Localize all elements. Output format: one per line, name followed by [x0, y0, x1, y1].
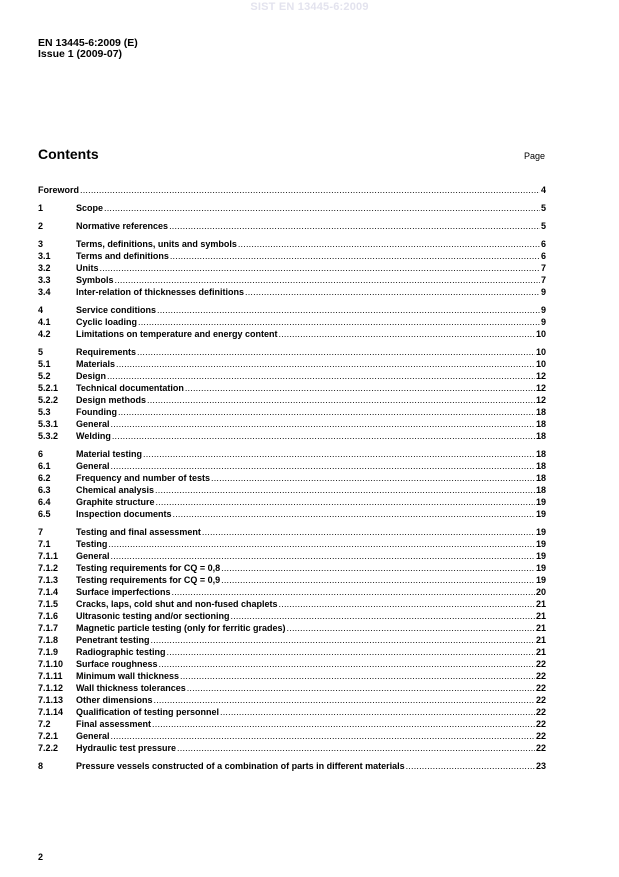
toc-dot-leader: [287, 622, 535, 634]
toc-entry-page: 22: [535, 707, 546, 717]
toc-entry-title: Terms and definitions: [76, 251, 169, 261]
toc-entry[interactable]: [38, 658, 546, 670]
toc-entry-title: Scope: [76, 203, 104, 213]
toc-entry-number: 5.3.1: [38, 419, 59, 429]
toc-entry-number: 7.1: [38, 539, 51, 549]
toc-entry-title: Minimum wall thickness: [76, 671, 180, 681]
toc-dot-leader: [112, 430, 535, 442]
toc-dot-leader: [159, 658, 535, 670]
toc-entry[interactable]: [38, 484, 546, 496]
toc-entry-number: 4.2: [38, 329, 51, 339]
toc-dot-leader: [100, 262, 540, 274]
toc-entry[interactable]: [38, 370, 546, 382]
toc-entry-page: 20: [535, 587, 546, 597]
toc-entry[interactable]: [38, 286, 546, 298]
toc-dot-leader: [279, 328, 535, 340]
toc-dot-leader: [202, 526, 535, 538]
toc-entry-page: 18: [535, 407, 546, 417]
toc-entry-page: 6: [540, 251, 546, 261]
toc-entry-number: 7.1.13: [38, 695, 64, 705]
toc-entry[interactable]: [38, 382, 546, 394]
toc-entry-number: 5.3.2: [38, 431, 59, 441]
toc-entry-title: Magnetic particle testing (only for ferritic grades): [76, 623, 286, 633]
toc-entry[interactable]: [38, 598, 546, 610]
toc-entry-number: 7.1.2: [38, 563, 59, 573]
toc-entry[interactable]: [38, 202, 546, 214]
toc-dot-leader: [118, 406, 535, 418]
toc-entry[interactable]: [38, 586, 546, 598]
toc-entry[interactable]: [38, 220, 546, 232]
toc-entry[interactable]: [38, 358, 546, 370]
toc-entry-number: 3: [38, 239, 44, 249]
toc-dot-leader: [151, 634, 535, 646]
toc-entry[interactable]: [38, 526, 546, 538]
toc-dot-leader: [156, 496, 535, 508]
watermark: SIST EN 13445-6:2009: [250, 1, 369, 13]
toc-entry-number: 5.1: [38, 359, 51, 369]
toc-dot-leader: [221, 574, 535, 586]
toc-entry-title: Testing: [76, 539, 108, 549]
toc-entry-title: Materials: [76, 359, 116, 369]
toc-entry-page: 21: [535, 635, 546, 645]
toc-entry-page: 19: [535, 563, 546, 573]
toc-entry-number: 5.2.1: [38, 383, 59, 393]
toc-entry[interactable]: [38, 610, 546, 622]
toc-entry-page: 5: [540, 203, 546, 213]
toc-entry-title: Wall thickness tolerances: [76, 683, 186, 693]
toc-entry-page: 5: [540, 221, 546, 231]
toc-entry-page: 18: [535, 473, 546, 483]
toc-entry-page: 18: [535, 431, 546, 441]
toc-entry-title: Penetrant testing: [76, 635, 150, 645]
toc-entry-page: 9: [540, 305, 546, 315]
toc-entry-number: 7.1.7: [38, 623, 59, 633]
toc-entry-title: Material testing: [76, 449, 143, 459]
contents-title: Contents: [38, 146, 99, 162]
toc-entry-page: 19: [535, 539, 546, 549]
toc-entry-number: 4.1: [38, 317, 51, 327]
toc-entry-title: Normative references: [76, 221, 169, 231]
toc-entry-title: Hydraulic test pressure: [76, 743, 177, 753]
toc-entry[interactable]: [38, 394, 546, 406]
toc-dot-leader: [108, 538, 535, 550]
toc-entry-title: Testing and final assessment: [76, 527, 201, 537]
toc-entry-title: General: [76, 551, 110, 561]
table-of-contents: [38, 184, 546, 772]
toc-dot-leader: [221, 562, 535, 574]
toc-entry-title: Other dimensions: [76, 695, 153, 705]
toc-entry-page: 19: [535, 551, 546, 561]
toc-entry[interactable]: [38, 538, 546, 550]
toc-dot-leader: [245, 286, 540, 298]
toc-dot-leader: [152, 718, 535, 730]
toc-entry-page: 7: [540, 275, 546, 285]
toc-entry-title: Inter-relation of thicknesses definitions: [76, 287, 245, 297]
toc-entry-title: Design methods: [76, 395, 147, 405]
toc-dot-leader: [180, 670, 535, 682]
toc-entry-page: 21: [535, 599, 546, 609]
toc-entry-page: 21: [535, 623, 546, 633]
toc-entry-page: 19: [535, 575, 546, 585]
toc-entry-title: Terms, definitions, units and symbols: [76, 239, 237, 249]
toc-entry-page: 19: [535, 527, 546, 537]
toc-entry-title: Units: [76, 263, 99, 273]
toc-entry-number: 5.3: [38, 407, 51, 417]
toc-entry-title: Ultrasonic testing and/or sectioning: [76, 611, 230, 621]
toc-entry-number: 7.1.11: [38, 671, 63, 681]
toc-entry[interactable]: [38, 430, 546, 442]
toc-dot-leader: [154, 694, 535, 706]
toc-entry[interactable]: [38, 184, 546, 196]
toc-entry[interactable]: [38, 730, 546, 742]
toc-entry-page: 10: [535, 329, 546, 339]
toc-entry-number: 7.1.6: [38, 611, 59, 621]
toc-entry-number: 6.2: [38, 473, 51, 483]
toc-entry-page: 18: [535, 485, 546, 495]
toc-entry[interactable]: [38, 418, 546, 430]
toc-dot-leader: [111, 418, 535, 430]
toc-entry-page: 7: [540, 263, 546, 273]
toc-entry-title: Cracks, laps, cold shut and non-fused chaplets: [76, 599, 278, 609]
toc-dot-leader: [138, 316, 540, 328]
toc-dot-leader: [107, 370, 535, 382]
toc-entry-number: 8: [38, 761, 44, 771]
toc-entry-number: 5.2: [38, 371, 51, 381]
toc-dot-leader: [143, 448, 535, 460]
toc-dot-leader: [111, 730, 535, 742]
toc-entry-page: 19: [535, 497, 546, 507]
toc-entry-page: 18: [535, 461, 546, 471]
toc-dot-leader: [279, 598, 535, 610]
toc-dot-leader: [238, 238, 540, 250]
toc-entry-title: Foreword: [38, 185, 80, 195]
toc-entry-number: 7.1.12: [38, 683, 64, 693]
toc-entry[interactable]: [38, 550, 546, 562]
toc-dot-leader: [169, 220, 540, 232]
toc-dot-leader: [167, 646, 535, 658]
toc-entry[interactable]: [38, 694, 546, 706]
toc-entry-number: 5: [38, 347, 44, 357]
toc-entry-number: 6.5: [38, 509, 51, 519]
toc-entry-number: 6.1: [38, 461, 51, 471]
toc-entry-page: 10: [535, 359, 546, 369]
toc-entry-title: Limitations on temperature and energy content: [76, 329, 278, 339]
toc-entry-title: Graphite structure: [76, 497, 155, 507]
toc-dot-leader: [157, 304, 540, 316]
toc-entry[interactable]: [38, 682, 546, 694]
toc-entry-title: Radiographic testing: [76, 647, 166, 657]
toc-dot-leader: [111, 550, 535, 562]
toc-dot-leader: [231, 610, 535, 622]
toc-dot-leader: [211, 472, 535, 484]
toc-entry-page: 23: [535, 761, 546, 771]
toc-entry-title: Frequency and number of tests: [76, 473, 211, 483]
toc-entry-title: Inspection documents: [76, 509, 172, 519]
toc-entry[interactable]: [38, 328, 546, 340]
issue-date: Issue 1 (2009-07): [38, 48, 123, 60]
toc-entry-title: Pressure vessels constructed of a combination of parts in different materials: [76, 761, 405, 771]
page-number: 2: [38, 852, 44, 862]
toc-entry-page: 21: [535, 647, 546, 657]
toc-entry-number: 7.1.1: [38, 551, 59, 561]
toc-entry-page: 22: [535, 695, 546, 705]
toc-entry-number: 3.3: [38, 275, 51, 285]
document-header: [38, 38, 138, 60]
toc-dot-leader: [111, 460, 535, 472]
toc-entry-title: Service conditions: [76, 305, 157, 315]
toc-dot-leader: [185, 382, 535, 394]
toc-entry[interactable]: [38, 406, 546, 418]
standard-number: EN 13445-6:2009 (E): [38, 37, 138, 49]
toc-entry-page: 22: [535, 683, 546, 693]
toc-entry-page: 12: [535, 395, 546, 405]
toc-dot-leader: [177, 742, 535, 754]
toc-entry-number: 7.2.2: [38, 743, 59, 753]
toc-entry-title: Surface imperfections: [76, 587, 171, 597]
toc-dot-leader: [406, 760, 535, 772]
toc-entry[interactable]: [38, 718, 546, 730]
toc-entry-number: 4: [38, 305, 44, 315]
toc-entry-number: 7.1.10: [38, 659, 64, 669]
toc-entry-title: Technical documentation: [76, 383, 184, 393]
toc-entry[interactable]: [38, 304, 546, 316]
toc-entry-number: 7.1.14: [38, 707, 64, 717]
toc-entry-title: Surface roughness: [76, 659, 158, 669]
toc-entry[interactable]: [38, 238, 546, 250]
toc-entry-number: 7: [38, 527, 44, 537]
toc-dot-leader: [172, 586, 535, 598]
toc-entry-page: 22: [535, 671, 546, 681]
toc-entry[interactable]: [38, 646, 546, 658]
toc-entry[interactable]: [38, 496, 546, 508]
toc-dot-leader: [173, 508, 535, 520]
toc-entry-number: 7.1.4: [38, 587, 59, 597]
toc-entry-title: Qualification of testing personnel: [76, 707, 220, 717]
toc-entry-page: 18: [535, 419, 546, 429]
toc-entry[interactable]: [38, 670, 546, 682]
toc-dot-leader: [170, 250, 540, 262]
toc-entry[interactable]: [38, 250, 546, 262]
toc-entry-title: Testing requirements for CQ = 0,9: [76, 575, 221, 585]
toc-entry-number: 7.2.1: [38, 731, 59, 741]
toc-entry-title: Final assessment: [76, 719, 152, 729]
toc-entry-page: 10: [535, 347, 546, 357]
toc-entry-number: 2: [38, 221, 44, 231]
toc-entry-page: 18: [535, 449, 546, 459]
toc-entry-page: 9: [540, 287, 546, 297]
toc-entry-title: Founding: [76, 407, 117, 417]
toc-dot-leader: [116, 358, 535, 370]
toc-entry-title: Design: [76, 371, 107, 381]
toc-entry-page: 22: [535, 743, 546, 753]
toc-entry-page: 6: [540, 239, 546, 249]
toc-dot-leader: [187, 682, 535, 694]
toc-entry-number: 3.2: [38, 263, 51, 273]
toc-dot-leader: [104, 202, 540, 214]
toc-entry[interactable]: [38, 472, 546, 484]
toc-entry-title: General: [76, 419, 110, 429]
toc-entry[interactable]: [38, 562, 546, 574]
toc-entry-number: 6: [38, 449, 44, 459]
toc-dot-leader: [137, 346, 535, 358]
toc-entry-number: 1: [38, 203, 44, 213]
toc-dot-leader: [220, 706, 535, 718]
toc-entry-number: 7.1.8: [38, 635, 59, 645]
toc-entry[interactable]: [38, 448, 546, 460]
toc-entry-number: 3.4: [38, 287, 51, 297]
toc-entry-title: Welding: [76, 431, 111, 441]
toc-entry-number: 6.4: [38, 497, 51, 507]
toc-entry[interactable]: [38, 316, 546, 328]
toc-entry-number: 7.1.9: [38, 647, 59, 657]
toc-entry-number: 3.1: [38, 251, 51, 261]
toc-entry-title: Cyclic loading: [76, 317, 138, 327]
toc-entry-number: 7.1.5: [38, 599, 59, 609]
toc-entry-page: 22: [535, 731, 546, 741]
toc-entry[interactable]: [38, 742, 546, 754]
toc-dot-leader: [147, 394, 535, 406]
toc-entry-title: Chemical analysis: [76, 485, 155, 495]
toc-entry-page: 22: [535, 659, 546, 669]
toc-entry[interactable]: [38, 634, 546, 646]
toc-entry-page: 9: [540, 317, 546, 327]
toc-entry[interactable]: [38, 574, 546, 586]
toc-entry-page: 12: [535, 371, 546, 381]
toc-entry-page: 22: [535, 719, 546, 729]
toc-entry[interactable]: [38, 706, 546, 718]
toc-dot-leader: [80, 184, 540, 196]
toc-entry-title: General: [76, 731, 110, 741]
toc-entry-number: 7.1.3: [38, 575, 59, 585]
toc-entry-number: 5.2.2: [38, 395, 59, 405]
toc-entry[interactable]: [38, 274, 546, 286]
toc-entry[interactable]: [38, 262, 546, 274]
toc-dot-leader: [155, 484, 535, 496]
toc-entry-title: Testing requirements for CQ = 0,8: [76, 563, 221, 573]
toc-entry-page: 12: [535, 383, 546, 393]
toc-entry-number: 7.2: [38, 719, 51, 729]
toc-entry-title: General: [76, 461, 110, 471]
toc-entry[interactable]: [38, 346, 546, 358]
toc-entry[interactable]: [38, 460, 546, 472]
toc-entry[interactable]: [38, 622, 546, 634]
toc-entry-page: 19: [535, 509, 546, 519]
toc-entry-page: 21: [535, 611, 546, 621]
toc-entry-title: Requirements: [76, 347, 137, 357]
toc-entry[interactable]: [38, 508, 546, 520]
toc-entry[interactable]: [38, 760, 546, 772]
toc-entry-title: Symbols: [76, 275, 114, 285]
toc-entry-number: 6.3: [38, 485, 51, 495]
page-column-label: Page: [523, 151, 545, 161]
toc-dot-leader: [115, 274, 540, 286]
toc-entry-page: 4: [540, 185, 546, 195]
